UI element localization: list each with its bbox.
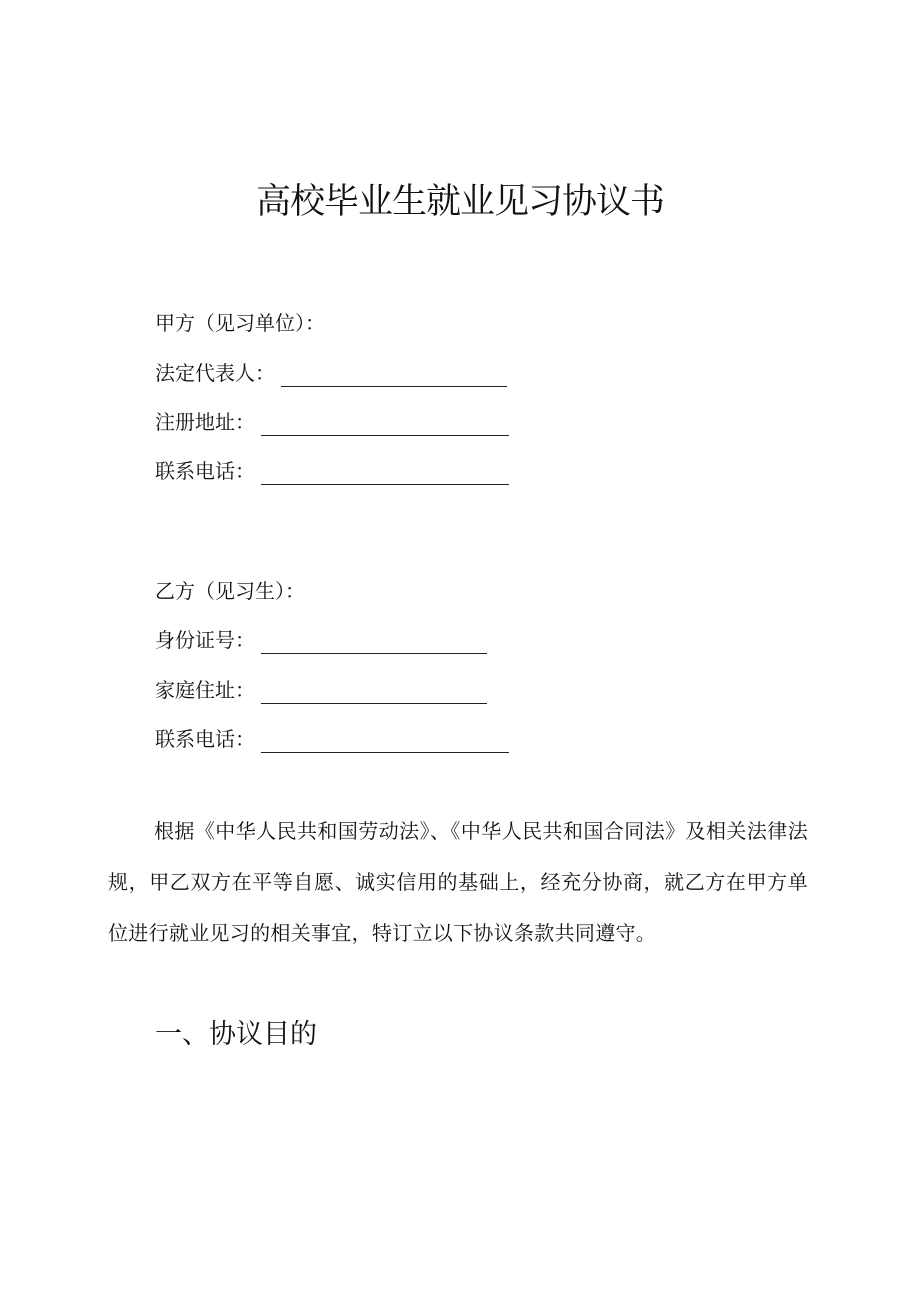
section-1-heading: 一、协议目的 [155,1019,317,1050]
party-a-phone-field [155,457,509,485]
party-a-registered-address-field [155,408,509,436]
party-a-legal-representative-label: 法定代表人： [155,361,275,385]
intro-paragraph: 根据《中华人民共和国劳动法》、《中华人民共和国合同法》及相关法律法规，甲乙双方在平等自愿、诚实信用的基础上，经充分协商，就乙方在甲方单位进行就业见习的相关事宜，特订立以下协议条款共同遵守。 [108,819,808,945]
party-b-home-address-field [155,676,487,704]
party-b-phone-label: 联系电话： [155,727,255,751]
party-a-legal-representative-field [155,359,507,387]
party-b-id-number-field [155,626,487,654]
party-b-heading: 乙方（见习生）： [155,579,305,603]
party-b-phone-blank [261,730,509,753]
party-a-registered-address-blank [261,413,509,436]
party-a-phone-label: 联系电话： [155,459,255,483]
party-b-id-number-blank [261,631,487,654]
party-a-legal-representative-blank [281,364,507,387]
document-title: 高校毕业生就业见习协议书 [255,182,664,222]
party-b-home-address-blank [261,681,487,704]
party-a-heading: 甲方（见习单位）： [155,311,325,335]
party-a-registered-address-label: 注册地址： [155,410,255,434]
party-a-phone-blank [261,462,509,485]
party-b-phone-field [155,725,509,753]
party-b-home-address-label: 家庭住址： [155,678,255,702]
party-b-id-number-label: 身份证号： [155,628,255,652]
